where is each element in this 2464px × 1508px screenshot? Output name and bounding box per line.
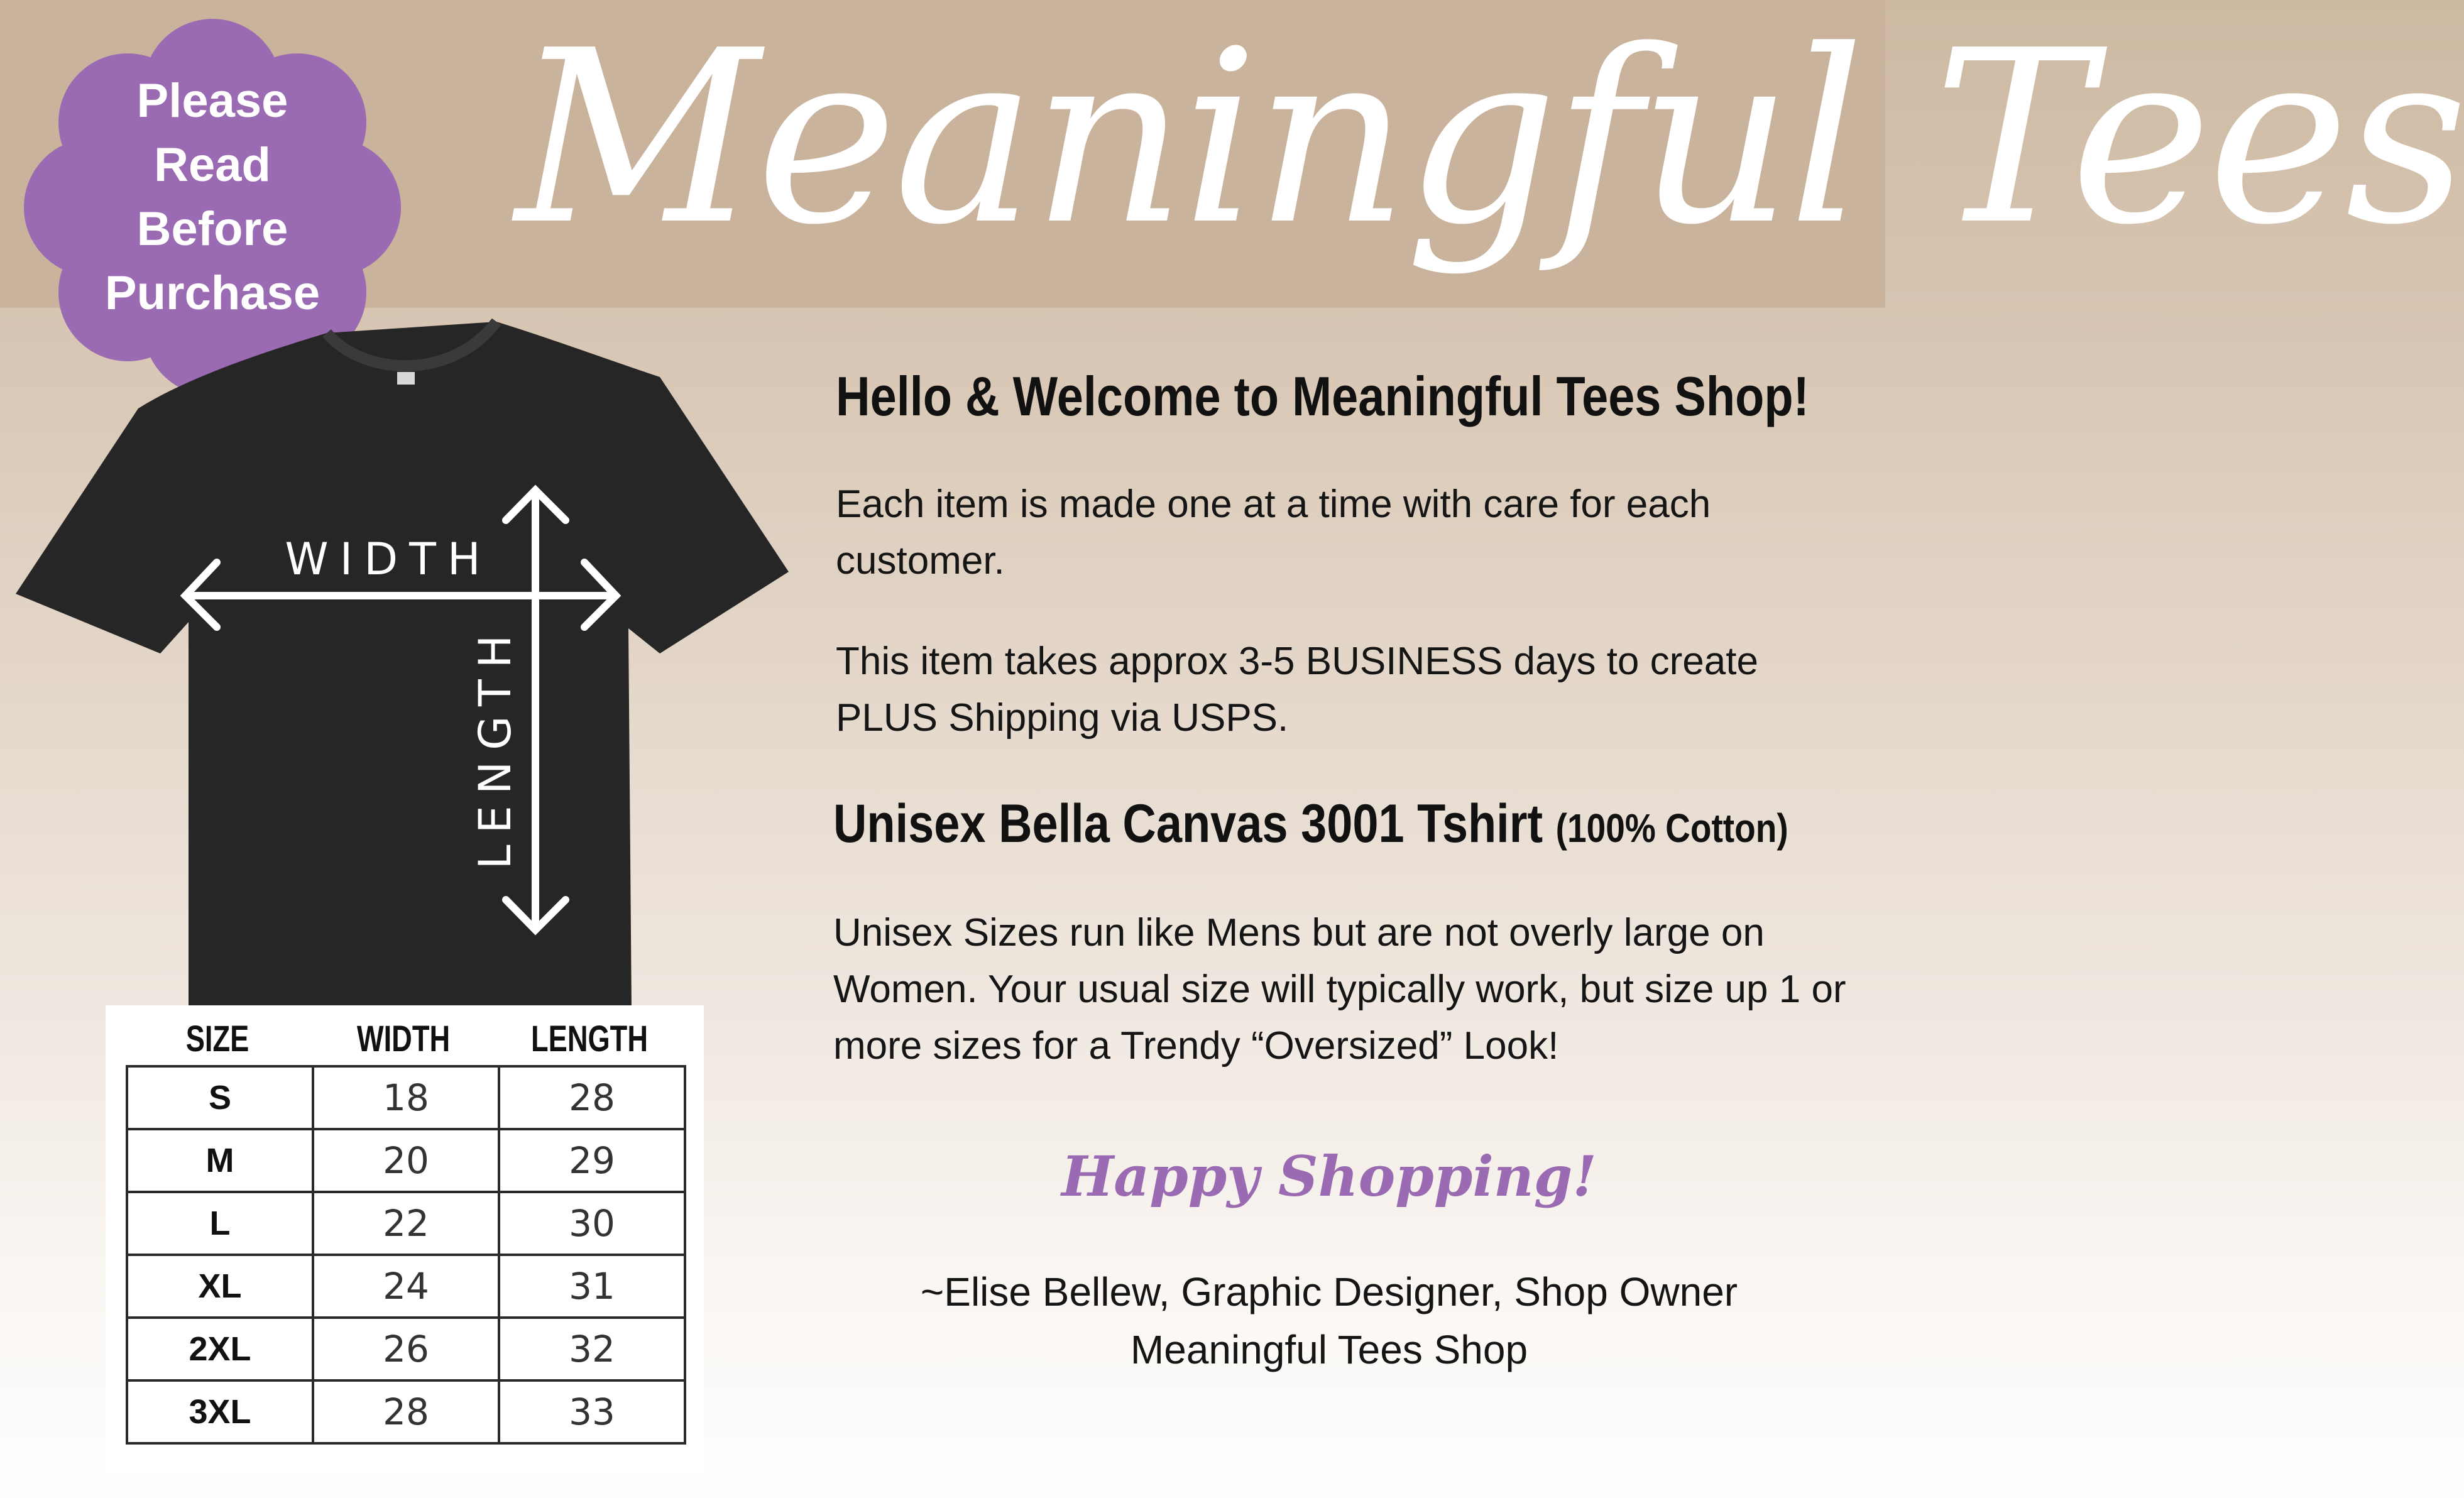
size-cell: 2XL xyxy=(127,1318,313,1380)
welcome-heading: Hello & Welcome to Meaningful Tees Shop! xyxy=(836,365,1809,427)
table-row xyxy=(127,1318,685,1380)
badge-line: Read xyxy=(154,138,271,192)
product-heading xyxy=(833,793,1788,855)
shipping-paragraph: This item takes approx 3-5 BUSINESS days to create PLUS Shipping via USPS. xyxy=(836,640,1758,740)
length-label: LENGTH xyxy=(469,623,521,870)
badge-line: Before xyxy=(136,202,288,256)
badge-line: Please xyxy=(136,74,288,128)
care-paragraph: Each item is made one at a time with care for each customer. xyxy=(836,483,1711,582)
tshirt-shape-icon xyxy=(16,322,789,1012)
size-column-header: SIZE xyxy=(185,1019,249,1059)
closing-text: Happy Shopping! xyxy=(1061,1144,1597,1209)
width-label: WIDTH xyxy=(285,533,492,585)
tshirt-diagram xyxy=(0,308,817,1012)
badge-text xyxy=(18,69,407,325)
length-cell: 32 xyxy=(499,1318,685,1380)
width-cell: 28 xyxy=(313,1380,499,1443)
table-row xyxy=(127,1129,685,1192)
width-cell: 18 xyxy=(313,1066,499,1129)
size-cell: XL xyxy=(127,1255,313,1318)
size-cell: L xyxy=(127,1192,313,1255)
length-cell: 31 xyxy=(499,1255,685,1318)
length-cell: 28 xyxy=(499,1066,685,1129)
width-cell: 24 xyxy=(313,1255,499,1318)
width-cell: 20 xyxy=(313,1129,499,1192)
table-row xyxy=(127,1192,685,1255)
badge-line: Purchase xyxy=(104,266,320,320)
signature xyxy=(836,1263,1822,1379)
table-row xyxy=(127,1066,685,1129)
width-column-header: WIDTH xyxy=(356,1019,451,1059)
size-cell: M xyxy=(127,1129,313,1192)
size-cell: 3XL xyxy=(127,1380,313,1443)
signature-line: Meaningful Tees Shop xyxy=(1130,1327,1528,1372)
length-cell: 29 xyxy=(499,1129,685,1192)
width-cell: 22 xyxy=(313,1192,499,1255)
length-cell: 30 xyxy=(499,1192,685,1255)
table-row xyxy=(127,1255,685,1318)
width-cell: 26 xyxy=(313,1318,499,1380)
brand-title: Meaningful Tees xyxy=(515,0,2464,277)
signature-line: ~Elise Bellew, Graphic Designer, Shop Owner xyxy=(920,1269,1738,1314)
length-column-header: LENGTH xyxy=(531,1019,648,1059)
sizing-paragraph: Unisex Sizes run like Mens but are not overly large on Women. Your usual size will typically work, but size up 1 or more sizes for a Trendy “Oversized” Look! xyxy=(833,911,1846,1068)
product-name: Unisex Bella Canvas 3001 Tshirt xyxy=(833,794,1543,854)
length-cell: 33 xyxy=(499,1380,685,1443)
size-cell: S xyxy=(127,1066,313,1129)
table-row xyxy=(127,1380,685,1443)
size-chart-table xyxy=(126,1065,686,1445)
product-material: (100% Cotton) xyxy=(1555,806,1788,851)
